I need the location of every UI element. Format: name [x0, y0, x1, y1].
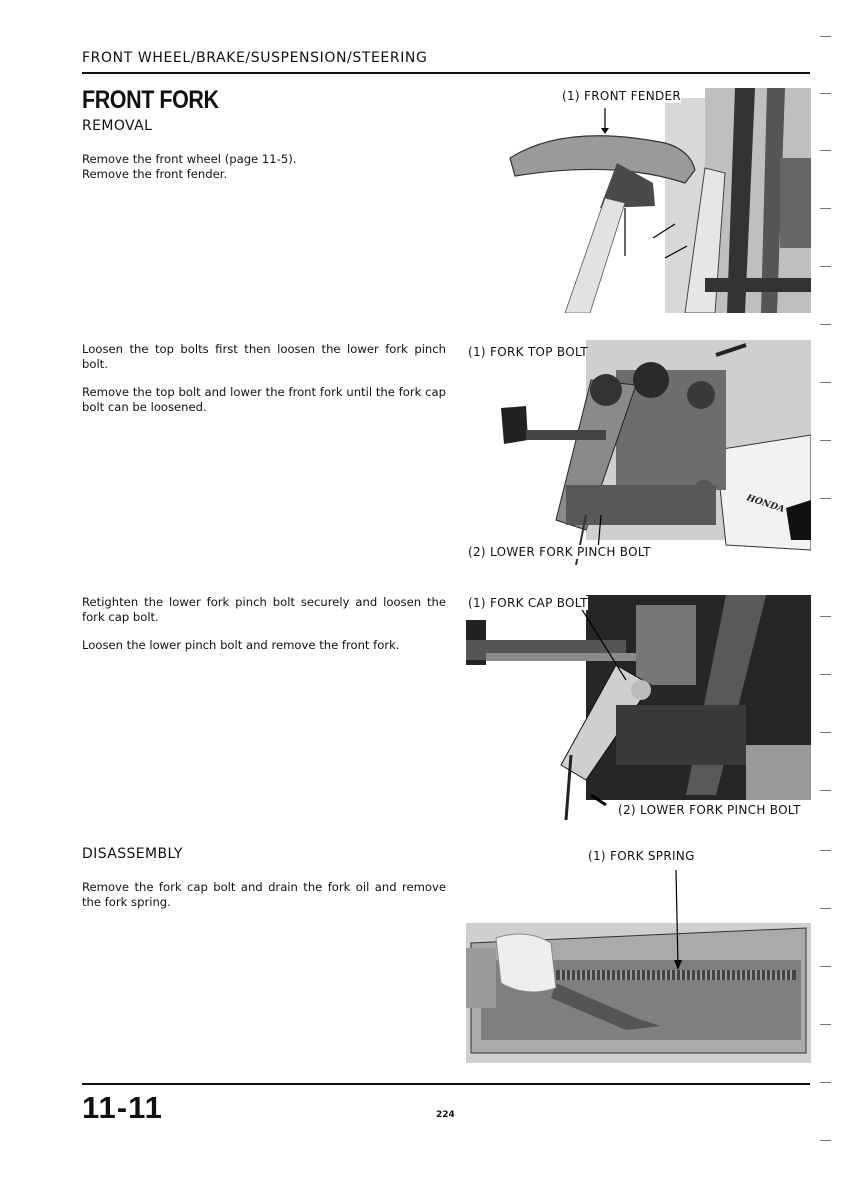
callout-front-fender: (1) FRONT FENDER	[562, 89, 682, 103]
margin-tick	[820, 1024, 831, 1025]
removal-step-3	[82, 595, 446, 666]
callout-lower-fork-pinch-bolt-2: (2) LOWER FORK PINCH BOLT	[618, 803, 801, 817]
honda-decal: HONDA	[745, 493, 786, 516]
removal-heading: REMOVAL	[82, 118, 153, 134]
header-rule	[82, 72, 810, 74]
margin-tick	[820, 1082, 831, 1083]
step-line: Remove the front wheel (page 11-5).	[82, 152, 297, 166]
step-line: Remove the front fender.	[82, 167, 228, 181]
step-paragraph: Remove the top bolt and lower the front fork until the fork cap bolt can be loosened.	[82, 385, 446, 414]
figure-fork-spring	[466, 848, 811, 1068]
callout-fork-cap-bolt: (1) FORK CAP BOLT	[468, 596, 588, 610]
callout-lower-fork-pinch-bolt: (2) LOWER FORK PINCH BOLT	[468, 545, 651, 559]
step-paragraph: Loosen the top bolts first then loosen the lower fork pinch bolt.	[82, 342, 446, 371]
removal-step-1	[82, 152, 446, 182]
margin-tick	[820, 498, 831, 499]
margin-tick	[820, 324, 831, 325]
footer-rule	[82, 1083, 810, 1085]
fork-spring-photo	[466, 848, 811, 1068]
margin-tick	[820, 208, 831, 209]
callout-fork-top-bolt: (1) FORK TOP BOLT	[468, 345, 588, 359]
margin-tick	[820, 732, 831, 733]
disassembly-heading: DISASSEMBLY	[82, 846, 183, 862]
margin-tick	[820, 266, 831, 267]
callout-fork-spring: (1) FORK SPRING	[588, 849, 695, 863]
figure-front-fender	[505, 88, 811, 313]
figure-fork-cap-bolt	[466, 595, 811, 820]
margin-tick	[820, 790, 831, 791]
margin-tick	[820, 440, 831, 441]
margin-tick	[820, 382, 831, 383]
margin-tick	[820, 966, 831, 967]
margin-tick	[820, 36, 831, 37]
margin-tick	[820, 616, 831, 617]
front-fender-photo	[505, 88, 811, 313]
fork-cap-bolt-photo	[466, 595, 811, 820]
margin-tick	[820, 908, 831, 909]
step-paragraph: Retighten the lower fork pinch bolt securely and loosen the fork cap bolt.	[82, 595, 446, 624]
page-title: FRONT FORK	[82, 86, 219, 114]
spring-coils	[561, 970, 791, 980]
disassembly-step-1	[82, 880, 446, 923]
removal-step-2	[82, 342, 446, 428]
figure-fork-top-bolt	[466, 340, 811, 565]
page-number: 11-11	[82, 1090, 163, 1125]
fork-top-bolt-photo	[466, 340, 811, 565]
margin-tick	[820, 674, 831, 675]
section-header: FRONT WHEEL/BRAKE/SUSPENSION/STEERING	[82, 50, 428, 66]
step-paragraph: Loosen the lower pinch bolt and remove the front fork.	[82, 638, 400, 652]
sheet-number: 224	[436, 1110, 455, 1120]
margin-tick	[820, 850, 831, 851]
margin-tick	[820, 93, 831, 94]
margin-tick	[820, 1140, 831, 1141]
margin-tick	[820, 150, 831, 151]
step-paragraph: Remove the fork cap bolt and drain the fork oil and remove the fork spring.	[82, 880, 446, 909]
